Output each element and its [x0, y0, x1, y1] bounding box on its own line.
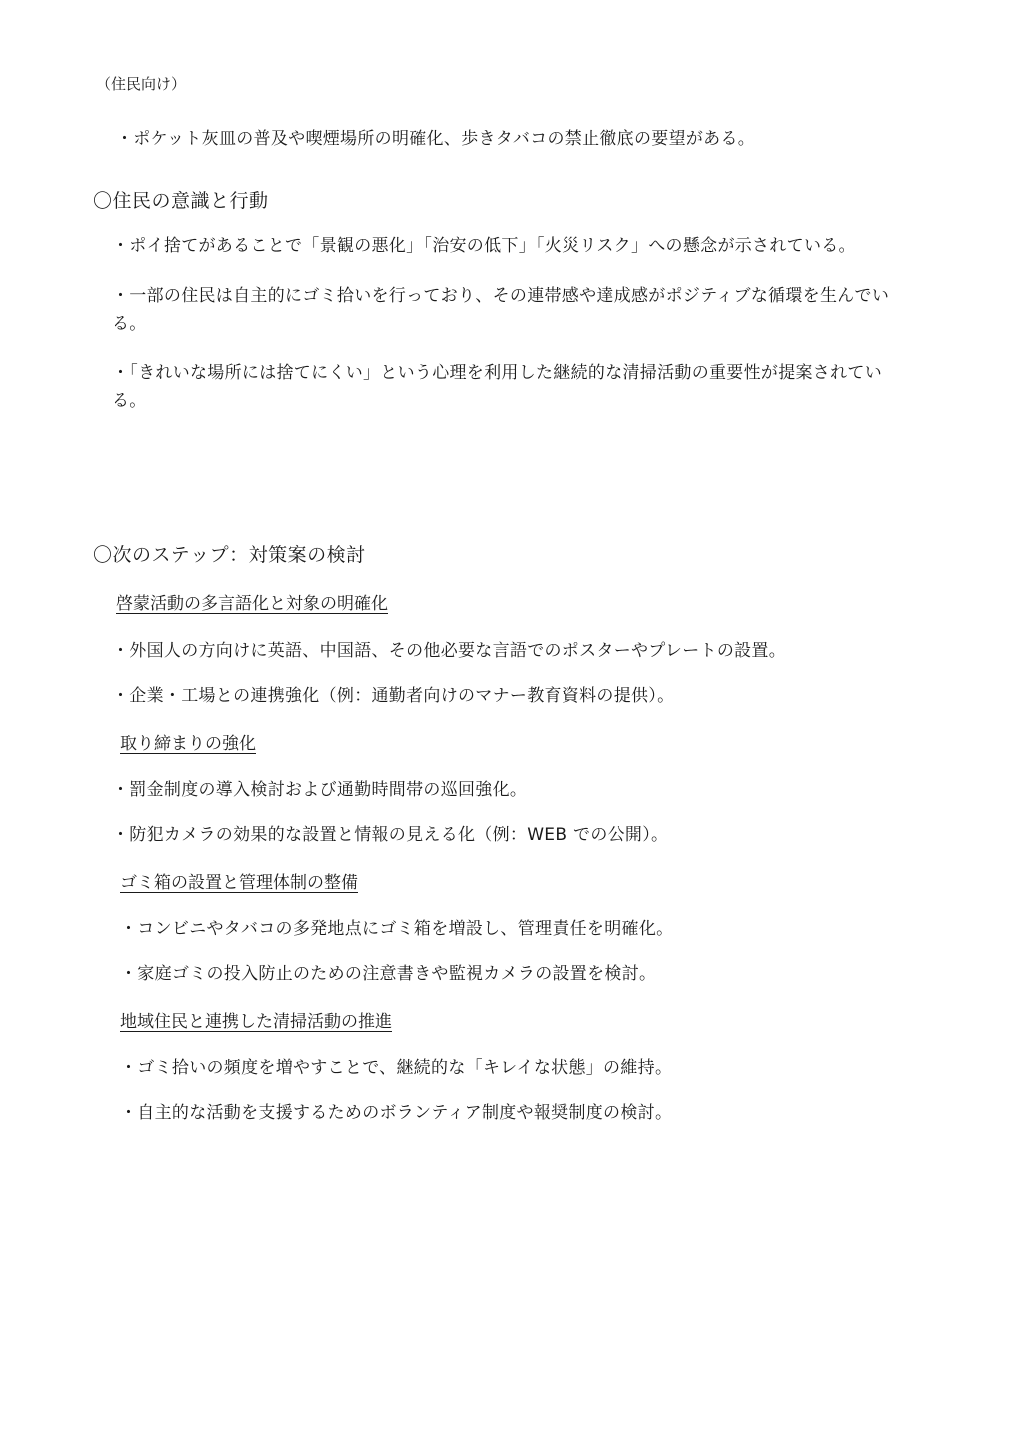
group-item: ・外国人の方向けに英語、中国語、その他必要な言語でのポスターやプレートの設置。: [112, 641, 787, 661]
group-item: ・ゴミ拾いの頻度を増やすことで、継続的な「キレイな状態」の維持。: [120, 1058, 673, 1078]
group-item: ・家庭ゴミの投入防止のための注意書きや監視カメラの設置を検討。: [120, 964, 657, 984]
next-steps-heading: 〇次のステップ：対策案の検討: [93, 544, 366, 566]
group-item: ・コンビニやタバコの多発地点にゴミ箱を増設し、管理責任を明確化。: [120, 919, 674, 939]
group-title-enforcement: 取り締まりの強化: [120, 734, 256, 754]
intro-bullet: ・ポケット灰皿の普及や喫煙場所の明確化、歩きタバコの禁止徹底の要望がある。: [116, 129, 756, 149]
resident-bullet-3-line-1: ・「きれいな場所には捨てにくい」という心理を利用した継続的な清掃活動の重要性が提案されてい: [112, 363, 882, 383]
resident-bullet-2-line-1: ・一部の住民は自主的にゴミ拾いを行っており、その連帯感や達成感がポジティブな循環を生んでい: [112, 286, 890, 306]
resident-section-heading: 〇住民の意識と行動: [93, 190, 269, 212]
group-title-community-cleanup: 地域住民と連携した清掃活動の推進: [120, 1012, 392, 1032]
group-item: ・防犯カメラの効果的な設置と情報の見える化（例：WEB での公開）。: [112, 825, 669, 845]
resident-bullet-2-line-2: る。: [112, 314, 147, 334]
group-title-trash-bins: ゴミ箱の設置と管理体制の整備: [120, 873, 358, 893]
resident-bullet-1: ・ポイ捨てがあることで「景観の悪化」「治安の低下」「火災リスク」への懸念が示されている。: [112, 236, 856, 256]
group-item: ・自主的な活動を支援するためのボランティア制度や報奨制度の検討。: [120, 1103, 673, 1123]
group-title-awareness: 啓蒙活動の多言語化と対象の明確化: [116, 594, 388, 614]
group-item: ・企業・工場との連携強化（例：通勤者向けのマナー教育資料の提供）。: [112, 686, 675, 706]
intro-label: （住民向け）: [96, 75, 187, 93]
resident-bullet-3-line-2: る。: [112, 391, 147, 411]
group-item: ・罰金制度の導入検討および通勤時間帯の巡回強化。: [112, 780, 528, 800]
